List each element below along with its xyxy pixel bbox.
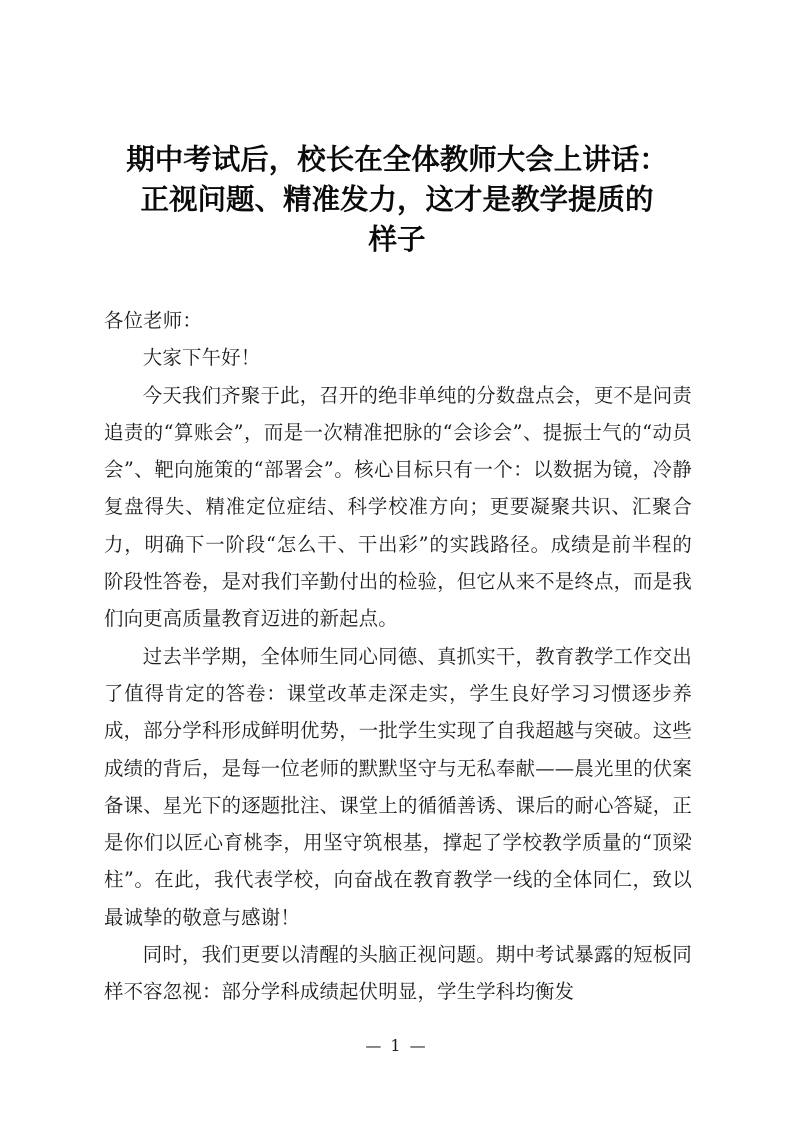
salutation: 各位老师： [104,309,202,332]
body-paragraph-3: 同时，我们更要以清醒的头脑正视问题。期中考试暴露的短板同样不容忽视：部分学科成绩起伏明显，学生学科均衡发 [104,943,692,1004]
title-line-3: 样子 [368,223,426,256]
page-number-footer: — 1 — [365,1036,428,1055]
page-title [104,140,690,260]
title-line-1: 期中考试后，校长在全体教师大会上讲话： [126,143,668,176]
greeting: 大家下午好！ [142,346,261,370]
body-paragraph-1: 今天我们齐聚于此，召开的绝非单纯的分数盘点会，更不是问责追责的“算账会”，而是一次精准把脉的“会诊会”、提振士气的“动员会”、靶向施策的“部署会”。核心目标只有一个：以数据为镜，冷静复盘得失、精准定位症结、科学校准方向；更要凝聚共识、汇聚合力，明确下一阶段“怎么干、干出彩”的实践路径。成绩是前半程的阶段性答卷，是对我们辛勤付出的检验，但它从来不是终点，而是我们向更高质量教育迈进的新起点。 [104,383,692,631]
document-body [104,302,692,1011]
body-paragraph-2: 过去半学期，全体师生同心同德、真抓实干，教育教学工作交出了值得肯定的答卷：课堂改革走深走实，学生良好学习习惯逐步养成，部分学科形成鲜明优势，一批学生实现了自我超越与突破。这些成绩的背后，是每一位老师的默默坚守与无私奉献——晨光里的伏案备课、星光下的逐题批注、课堂上的循循善诱、课后的耐心答疑，正是你们以匠心育桃李，用坚守筑根基，撑起了学校教学质量的“顶梁柱”。在此，我代表学校，向奋战在教育教学一线的全体同仁，致以最诚挚的敬意与感谢！ [104,644,692,929]
title-line-2: 正视问题、精准发力，这才是教学提质的 [140,183,654,216]
